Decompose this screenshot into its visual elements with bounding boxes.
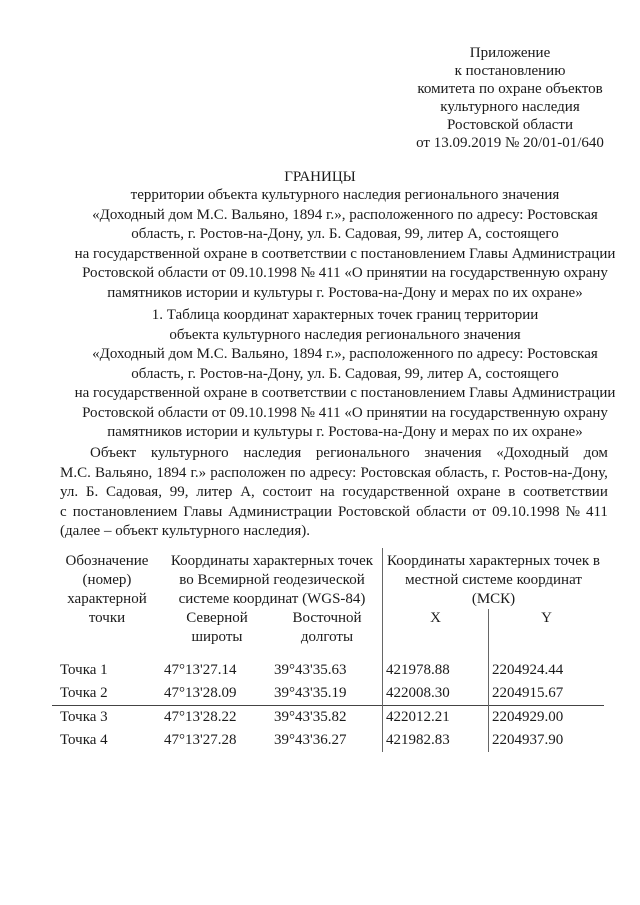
paragraph-word: 1894	[156, 464, 187, 481]
subtitle-line: Ростовской области от 09.10.1998 № 411 «О принятии на государственную охрану	[82, 265, 608, 281]
table-heading-line: 1. Таблица координат характерных точек границ территории	[151, 307, 539, 323]
table-heading-line: «Доходный дом М.С. Вальяно, 1894 г.», расположенного по адресу: Ростовская	[92, 346, 598, 362]
point-y: 2204937.90	[489, 729, 605, 752]
paragraph-word: области	[416, 503, 467, 520]
paragraph-word: культурного	[150, 445, 229, 461]
paragraph-word: №	[565, 503, 580, 520]
document-title: ГРАНИЦЫ	[284, 169, 356, 185]
paragraph-word: в	[508, 484, 516, 500]
point-name: Точка 2	[60, 685, 108, 701]
paragraph-word: значения	[424, 445, 482, 461]
subtitle-line: «Доходный дом М.С. Вальяно, 1894 г.», расположенного по адресу: Ростовская	[92, 206, 598, 223]
appendix-block	[380, 44, 640, 152]
header-msk: Координаты характерных точек в местной системе координат (МСК)	[383, 548, 605, 609]
paragraph-word: государственной	[342, 484, 450, 500]
subheader-x: X	[383, 609, 489, 659]
subheader-latitude: Северной широты	[186, 610, 248, 645]
paragraph-word: по	[289, 464, 306, 481]
document-subtitle	[50, 186, 640, 303]
point-y: 2204929.00	[489, 706, 605, 730]
paragraph-word: Главы	[183, 503, 223, 520]
paragraph-line: (далее – объект культурного наследия).	[60, 523, 310, 539]
point-x: 421978.88	[383, 659, 489, 682]
paragraph-line	[60, 444, 608, 464]
table-row	[52, 659, 604, 682]
paragraph-word: постановлением	[72, 503, 178, 520]
subheader-y: Y	[489, 609, 605, 659]
point-longitude: 39°43'35.82	[272, 706, 383, 730]
table-heading-line: объекта культурного наследия регионального значения	[169, 326, 521, 343]
point-name: Точка 4	[60, 732, 108, 748]
paragraph-word: состоит	[262, 484, 313, 500]
point-x: 422008.30	[383, 682, 489, 706]
paragraph-word: адресу:	[309, 464, 357, 481]
point-name: Точка 1	[60, 662, 108, 678]
point-longitude: 39°43'35.19	[274, 685, 347, 701]
paragraph-word: Б.	[85, 484, 99, 500]
point-longitude: 39°43'36.27	[274, 732, 347, 748]
paragraph-word: Администрации	[228, 503, 332, 520]
appendix-line: к постановлению	[454, 63, 566, 79]
table-row	[52, 729, 604, 752]
appendix-line: Приложение	[469, 45, 551, 61]
description-paragraph	[60, 444, 608, 542]
paragraph-word: расположен	[210, 464, 286, 481]
table-row	[52, 682, 604, 706]
paragraph-word: наследия	[243, 445, 302, 461]
header-wgs84: Координаты характерных точек во Всемирной геодезической системе координат (WGS-84)	[170, 553, 374, 607]
paragraph-word: с	[60, 503, 67, 520]
appendix-line: культурного наследия	[440, 99, 580, 115]
paragraph-word: литер	[196, 484, 233, 500]
paragraph-word: Вальяно,	[94, 464, 153, 481]
table-row	[52, 706, 604, 730]
appendix-line: от 13.09.2019 № 20/01-01/640	[416, 135, 604, 151]
appendix-line: Ростовской области	[447, 117, 573, 133]
point-y: 2204924.44	[489, 659, 605, 682]
paragraph-line	[60, 464, 608, 484]
paragraph-word: Ростов-на-Дону,	[504, 464, 608, 481]
paragraph-word: Ростовской	[338, 503, 411, 520]
paragraph-word: область,	[435, 464, 488, 481]
paragraph-word: М.С.	[60, 464, 91, 481]
point-longitude: 39°43'35.63	[274, 662, 347, 678]
paragraph-word: 411	[585, 503, 608, 520]
paragraph-word: на	[319, 484, 335, 500]
paragraph-word: А,	[240, 484, 255, 500]
paragraph-word: 99,	[169, 484, 189, 500]
point-x: 421982.83	[383, 729, 489, 752]
point-y: 2204915.67	[489, 682, 605, 706]
point-latitude: 47°13'27.14	[164, 662, 237, 678]
table-heading-line: на государственной охране в соответствии с постановлением Главы Администрации	[74, 385, 616, 401]
paragraph-word: Ростовская	[360, 464, 432, 481]
subtitle-line: на государственной охране в соответствии с постановлением Главы Администрации	[74, 245, 616, 262]
paragraph-word: соответствии	[523, 484, 608, 500]
paragraph-line	[60, 503, 608, 523]
paragraph-word: Садовая,	[105, 484, 162, 500]
table-heading-line: Ростовской области от 09.10.1998 № 411 «О принятии на государственную охрану	[82, 404, 608, 421]
point-latitude: 47°13'28.22	[162, 706, 272, 730]
paragraph-word: г.»	[190, 464, 207, 481]
subtitle-line: памятников истории и культуры г. Ростова-на-Дону и мерах по их охране»	[107, 284, 583, 301]
point-latitude: 47°13'28.09	[164, 685, 237, 701]
paragraph-word: дом	[583, 445, 608, 461]
paragraph-word: «Доходный	[496, 445, 569, 461]
table-heading	[50, 306, 640, 443]
table-heading-line: памятников истории и культуры г. Ростова-на-Дону и мерах по их охране»	[107, 424, 583, 440]
point-latitude: 47°13'27.28	[164, 732, 237, 748]
subheader-longitude: Восточной долготы	[292, 610, 362, 645]
paragraph-line	[60, 483, 608, 503]
coordinates-table	[52, 548, 604, 752]
paragraph-word: г.	[491, 464, 501, 481]
header-point-designation: Обозначение (номер) характерной точки	[65, 553, 149, 626]
paragraph-word: ул.	[60, 484, 79, 500]
paragraph-word: охране	[457, 484, 501, 500]
subtitle-line: территории объекта культурного наследия регионального значения	[130, 187, 560, 203]
point-x: 422012.21	[383, 706, 489, 730]
paragraph-word: 09.10.1998	[492, 503, 560, 520]
subtitle-line: область, г. Ростов-на-Дону, ул. Б. Садовая, 99, литер А, состоящего	[131, 226, 559, 242]
table-heading-line: область, г. Ростов-на-Дону, ул. Б. Садовая, 99, литер А, состоящего	[131, 365, 559, 382]
appendix-line: комитета по охране объектов	[417, 81, 603, 97]
paragraph-word: регионального	[315, 445, 410, 461]
paragraph-word: от	[472, 503, 487, 520]
paragraph-word: Объект	[90, 445, 137, 461]
point-name: Точка 3	[52, 706, 162, 730]
